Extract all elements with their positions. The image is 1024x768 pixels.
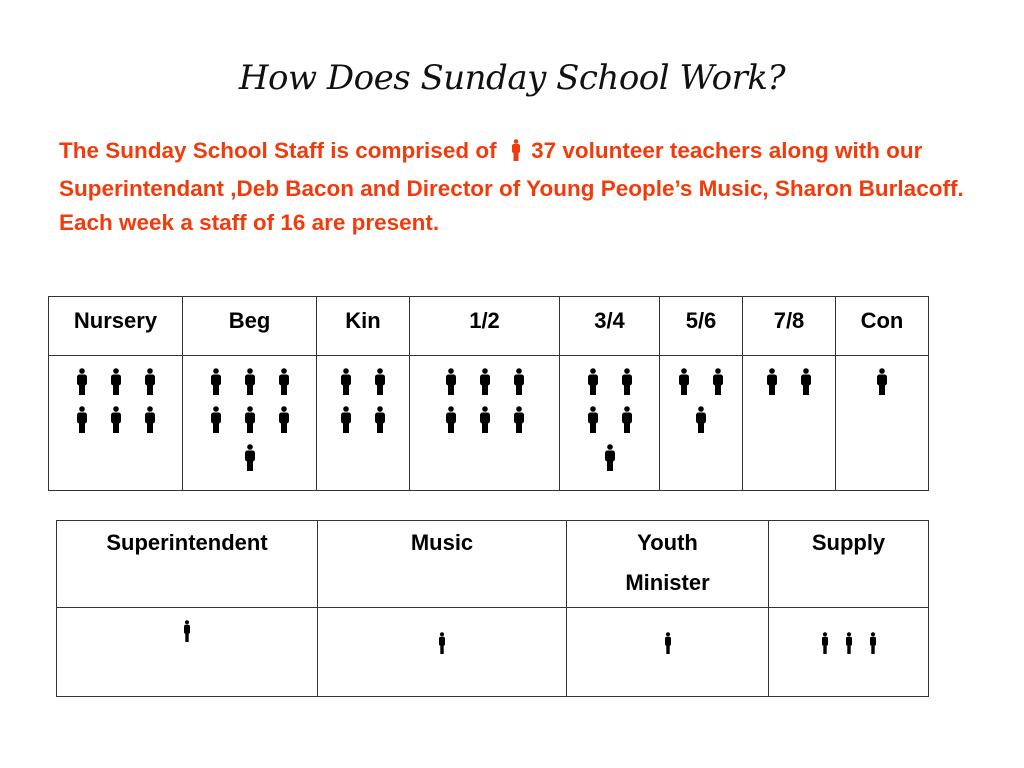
person-icon [243, 406, 257, 434]
page-title: How Does Sunday School Work? [238, 58, 786, 98]
person-icon [620, 406, 634, 434]
person-icon [182, 620, 192, 642]
person-icon [765, 368, 779, 396]
person-icon [243, 444, 257, 472]
person-icon [373, 406, 387, 434]
roles-staff-table [56, 520, 929, 697]
col-header-5-6: 5/6 [660, 297, 743, 356]
col-header-7-8: 7/8 [743, 297, 836, 356]
col-header-supply: Supply [769, 521, 929, 608]
col-header-kin: Kin [317, 297, 410, 356]
cell-7-8 [743, 356, 836, 491]
col-header-youth-minister: Youth Minister [567, 521, 769, 608]
person-icon [243, 368, 257, 396]
person-icon [444, 368, 458, 396]
person-icon [143, 406, 157, 434]
person-icon [339, 406, 353, 434]
person-icon [277, 406, 291, 434]
intro-paragraph [59, 134, 979, 241]
col-header-con: Con [836, 297, 929, 356]
cell-1-2 [410, 356, 560, 491]
col-header-beg: Beg [183, 297, 317, 356]
cell-superintendent [57, 608, 318, 697]
person-icon [109, 368, 123, 396]
person-icon [711, 368, 725, 396]
cell-supply [769, 608, 929, 697]
person-icon [586, 406, 600, 434]
person-icon [677, 368, 691, 396]
person-icon [844, 632, 854, 654]
person-icon [875, 368, 889, 396]
col-header-music: Music [318, 521, 567, 608]
person-icon [663, 632, 673, 654]
person-icon [437, 632, 447, 654]
intro-text-2: 37 volunteer teachers along with our Superintendant ,Deb Bacon and Director of Young People’s Music, Sharon Burlacoff. Each week a staff of 16 are present. [59, 138, 964, 235]
person-icon [478, 368, 492, 396]
person-icon [75, 368, 89, 396]
person-icon [209, 368, 223, 396]
person-icon [75, 406, 89, 434]
person-icon [277, 368, 291, 396]
cell-kin [317, 356, 410, 491]
col-header-nursery: Nursery [49, 297, 183, 356]
person-icon [478, 406, 492, 434]
table-row [57, 608, 929, 697]
cell-3-4 [560, 356, 660, 491]
person-icon [799, 368, 813, 396]
table-row [49, 356, 929, 491]
col-header-superintendent: Superintendent [57, 521, 318, 608]
person-icon [586, 368, 600, 396]
grades-staff-table [48, 296, 929, 491]
cell-nursery [49, 356, 183, 491]
person-icon [209, 406, 223, 434]
intro-text-1: The Sunday School Staff is comprised of [59, 138, 503, 163]
table-header-row [57, 521, 929, 608]
cell-con [836, 356, 929, 491]
cell-beg [183, 356, 317, 491]
person-icon [694, 406, 708, 434]
col-header-3-4: 3/4 [560, 297, 660, 356]
cell-5-6 [660, 356, 743, 491]
person-icon [511, 137, 521, 172]
person-icon [339, 368, 353, 396]
person-icon [109, 406, 123, 434]
person-icon [444, 406, 458, 434]
person-icon [143, 368, 157, 396]
cell-music [318, 608, 567, 697]
person-icon [512, 368, 526, 396]
person-icon [868, 632, 878, 654]
table-header-row [49, 297, 929, 356]
person-icon [820, 632, 830, 654]
person-icon [373, 368, 387, 396]
person-icon [512, 406, 526, 434]
person-icon [620, 368, 634, 396]
person-icon [603, 444, 617, 472]
col-header-1-2: 1/2 [410, 297, 560, 356]
cell-youth-minister [567, 608, 769, 697]
